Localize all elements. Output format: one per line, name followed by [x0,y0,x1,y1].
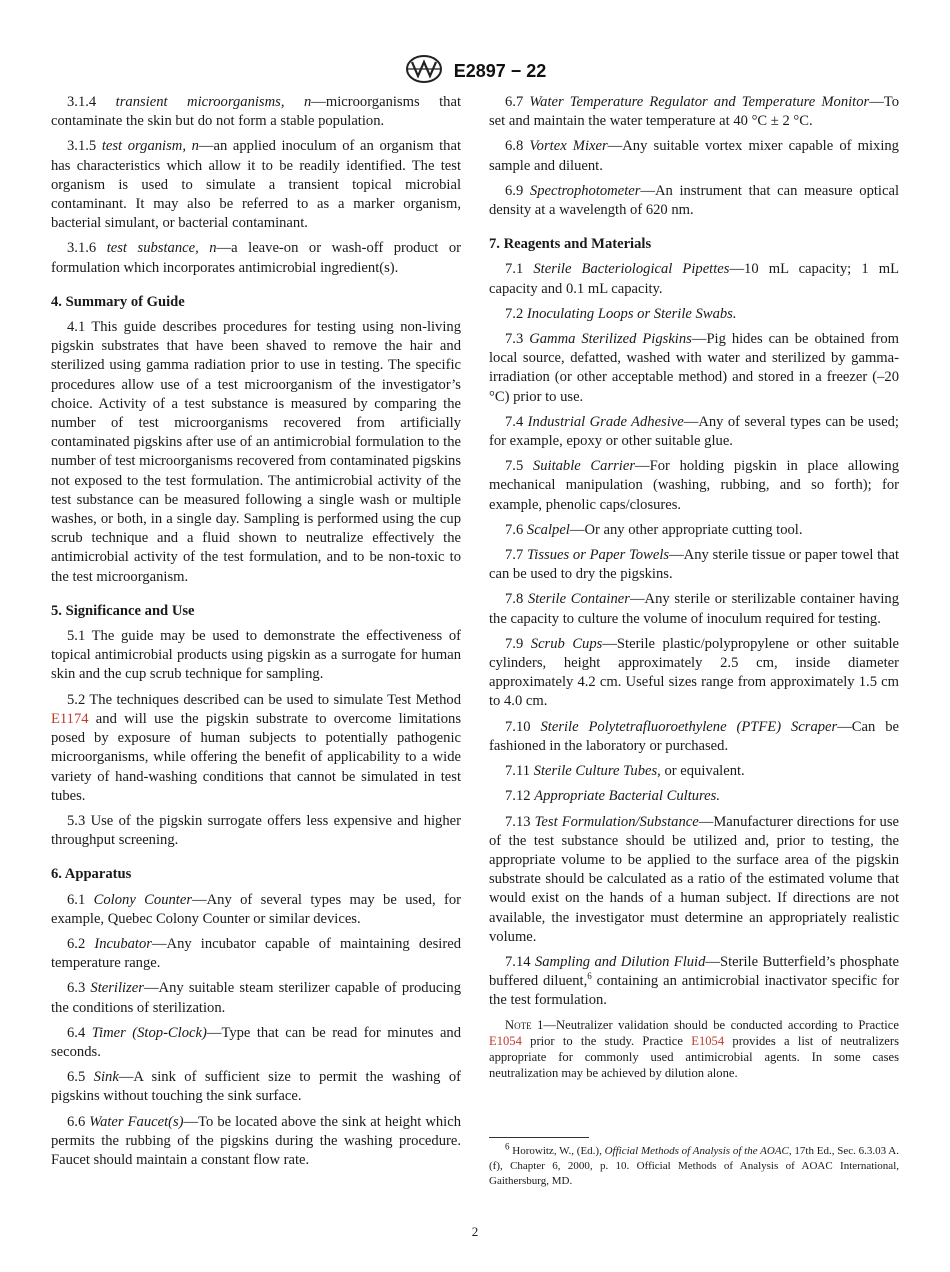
definition-3-1-6: 3.1.6 test substance, n—a leave-on or wash-off product or formulation which incorporates antimicrobial ingredient(s). [51,240,461,276]
standard-designation: E2897 − 22 [453,61,547,81]
footnote-6: $^6$ Horowitz, W., (Ed.), Official Methods of Analysis of the AOAC, 17th Ed., Sec. 6.3.03 A.(f), Chapter 6, 2000, p. 10. Official Methods of Analysis of AOAC International, Gaithersburg, MD. [489,1141,899,1187]
section-7-heading: 7. Reagents and Materials [489,236,652,253]
page-number: 2 [471,1224,479,1239]
paragraph-6-9: 6.9 Spectrophotometer—An instrument that can measure optical density at a wavelength of 620 nm. [489,182,899,219]
right-column [489,93,899,1081]
paragraph-6-7: 6.7 Water Temperature Regulator and Temperature Monitor—To set and maintain the water temperature at 40 °C ± 2 °C. [489,94,899,130]
paragraph-7-8: 7.8 Sterile Container—Any sterile or sterilizable container having the capacity to culture the volume of inoculum required for testing. [489,591,899,627]
footnote-rule [489,1137,589,1138]
ref-link-e1054-second[interactable]: E1054 [691,1033,725,1048]
paragraph-6-3: 6.3 Sterilizer—Any suitable steam sterilizer capable of producing the conditions of sterilization. [51,980,461,1016]
paragraph-7-1: 7.1 Sterile Bacteriological Pipettes—10 mL capacity; 1 mL capacity and 0.1 mL capacity. [489,261,899,297]
footnote-marker-6[interactable]: 6 [587,971,592,982]
paragraph-7-2: 7.2 Inoculating Loops or Sterile Swabs. [505,305,737,322]
section-5-heading: 5. Significance and Use [51,602,195,619]
note-1: Note 1—Neutralizer validation should be conducted according to Practice E1054 prior to the study. Practice E1054 provides a list of neutralizers appropriate for commonly used antimicrobial agents. In some cases neutralization may be achieved by dilution alone. [489,1017,899,1080]
paragraph-6-4: 6.4 Timer (Stop-Clock)—Type that can be read for minutes and seconds. [51,1024,462,1060]
footnotes [489,1137,899,1188]
paragraph-6-1: 6.1 Colony Counter—Any of several types may be used, for example, Quebec Colony Counter or similar devices. [51,891,461,927]
paragraph-6-8: 6.8 Vortex Mixer—Any suitable vortex mixer capable of mixing sample and diluent. [489,138,899,174]
paragraph-7-10: 7.10 Sterile Polytetrafluoroethylene (PTFE) Scraper—Can be fashioned in the laboratory or purchased. [489,718,900,754]
definition-3-1-4: 3.1.4 transient microorganisms, n—microorganisms that contaminate the skin but do not form a stable population. [51,94,461,130]
page-header [0,54,950,89]
paragraph-7-13: 7.13 Test Formulation/Substance—Manufacturer directions for use of the test substance should be utilized and, prior to testing, the appropriate volume to be applied to the surface area of the pigskin substrate should be calculated as a ratio of the estimated volume that would exist on the hands of a human subject. If directions are not available, the investigator must determine an appropriately realistic volume. [489,813,900,945]
paragraph-4-1: 4.1 This guide describes procedures for testing using non-living pigskin substrates that have been shaved to remove the hair and sterilized using gamma radiation prior to use in testing. The specific procedures allow use of a test microorganism of the investigator’s choice. Activity of a test substance is measured by comparing the number of test microorganisms recovered from artificially contaminated pigskins after use of an antimicrobial formulation to the number of test microorganisms recovered from contaminated pigskins not exposed to the test formulation. The antimicrobial activity of the test substance can be measured following a single wash or multiple washes, or both, in a single day. Sampling is performed using the cup scrub technique and a fluid shown to neutralize effectively the antimicrobial activity of the test formulation, and to be non-toxic to the test microorganism. [51,319,461,585]
paragraph-6-2: 6.2 Incubator—Any incubator capable of maintaining desired temperature range. [51,935,461,972]
paragraph-6-5: 6.5 Sink—A sink of sufficient size to permit the washing of pigskins without touching the sink surface. [51,1069,461,1105]
paragraph-7-3: 7.3 Gamma Sterilized Pigskins—Pig hides can be obtained from local source, defatted, washed with water and sterilized by gamma-irradiation (or other acceptable method) and stored in a freezer (–20 °C) prior to use. [489,331,899,405]
astm-logo-icon [404,54,444,89]
definition-3-1-5: 3.1.5 test organism, n—an applied inoculum of an organism that has characteristics which allow it to be readily identified. The test organism is used to simulate a transient topical microbial contaminant. It may also be referred to as a marker organism, bacterial simulant, or bacterial contaminant. [51,138,462,232]
paragraph-7-4: 7.4 Industrial Grade Adhesive—Any of several types can be used; for example, epoxy or other suitable glue. [489,413,899,450]
paragraph-7-11: 7.11 Sterile Culture Tubes, or equivalent. [505,763,745,780]
left-column [51,93,461,1176]
ref-link-e1174[interactable]: E1174 [51,710,89,727]
section-6-heading: 6. Apparatus [51,866,132,883]
paragraph-7-9: 7.9 Scrub Cups—Sterile plastic/polypropylene or other suitable cylinders, height approximately 2.5 cm, inside diameter approximately 4.2 cm. Useful sizes range from approximately 1.5 cm to 4.0 cm. [489,635,900,710]
section-4-heading: 4. Summary of Guide [51,293,185,310]
paragraph-7-14: 7.14 Sampling and Dilution Fluid—Sterile Butterfield’s phosphate buffered diluent,$^6$ containing an antimicrobial inactivator specific for the test formulation. [489,953,899,1009]
paragraph-7-7: 7.7 Tissues or Paper Towels—Any sterile tissue or paper towel that can be used to dry the pigskins. [489,547,899,583]
paragraph-5-2: 5.2 The techniques described can be used to simulate Test Method E1174 and will use the pigskin substrate to overcome limitations posed by exposure of human subjects to potentially pathogenic microorganisms, while offering the benefit of applicability to a wide variety of hand-washing conditions that cannot be simulated in test tubes. [51,691,461,804]
paragraph-5-3: 5.3 Use of the pigskin surrogate offers less expensive and higher throughput screening. [51,812,461,849]
paragraph-7-12: 7.12 Appropriate Bacterial Cultures. [505,788,720,805]
paragraph-6-6: 6.6 Water Faucet(s)—To be located above the sink at height which permits the rubbing of the pigskins during the washing procedure. Faucet should maintain a constant flow rate. [51,1113,462,1168]
paragraph-7-5: 7.5 Suitable Carrier—For holding pigskin in place allowing mechanical manipulation (washing, rubbing, and so forth); for example, phenolic caps/closures. [489,458,900,513]
ref-link-e1054-first[interactable]: E1054 [489,1033,522,1048]
paragraph-5-1: 5.1 The guide may be used to demonstrate the effectiveness of topical antimicrobial products using pigskin as a surrogate for human skin and the cup scrub technique for sampling. [51,628,461,683]
paragraph-7-6: 7.6 Scalpel—Or any other appropriate cutting tool. [505,521,803,538]
